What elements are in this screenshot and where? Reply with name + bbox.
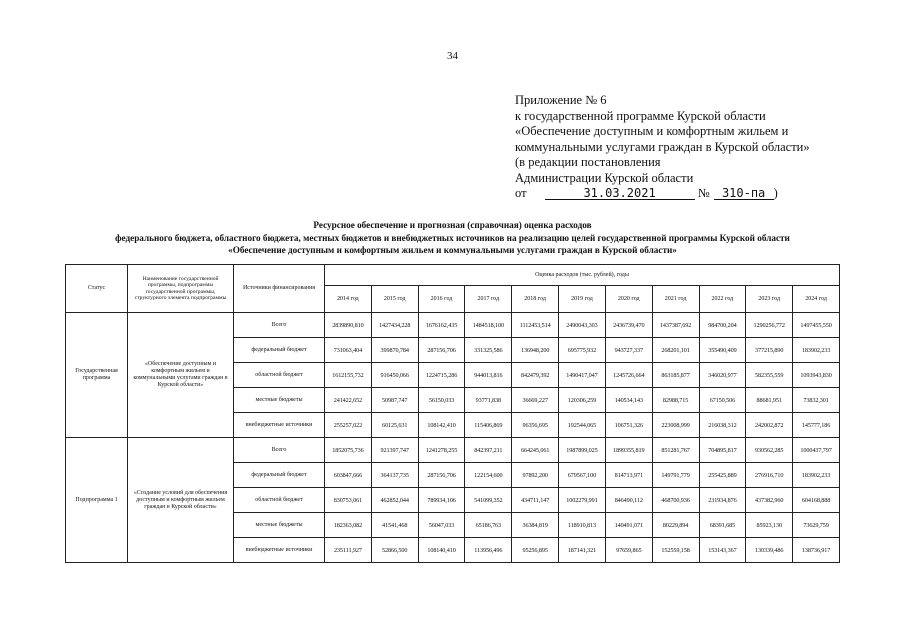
amount-cell: 97659,865 <box>605 538 652 563</box>
amount-cell: 187141,321 <box>559 538 606 563</box>
amount-cell: 846490,112 <box>605 488 652 513</box>
amount-cell: 149791,779 <box>652 463 699 488</box>
title-line: Ресурсное обеспечение и прогнозная (справочная) оценка расходов <box>313 220 592 230</box>
amount-cell: 65186,763 <box>465 513 512 538</box>
amount-cell: 437382,960 <box>746 488 793 513</box>
appendix-line: Администрации Курской области <box>515 170 694 185</box>
amount-cell: 604168,888 <box>793 488 840 513</box>
budget-table-body <box>66 313 840 563</box>
amount-cell: 118910,813 <box>559 513 606 538</box>
amount-cell: 96356,695 <box>512 413 559 438</box>
amount-cell: 1497455,550 <box>793 313 840 338</box>
amount-cell: 1241278,255 <box>418 438 465 463</box>
amount-cell: 346020,977 <box>699 363 746 388</box>
page-number: 34 <box>447 50 458 62</box>
amount-cell: 364137,735 <box>371 463 418 488</box>
date-prefix: от <box>515 186 527 200</box>
amount-cell: 1676162,435 <box>418 313 465 338</box>
status-cell: Подпрограмма 1 <box>66 438 128 563</box>
amount-cell: 97892,200 <box>512 463 559 488</box>
amount-cell: 50987,747 <box>371 388 418 413</box>
amount-cell: 1899355,819 <box>605 438 652 463</box>
amount-cell: 842397,211 <box>465 438 512 463</box>
header-year: 2024 год <box>793 286 840 313</box>
program-name-cell: «Создание условий для обеспечения доступным и комфортным жильем граждан в Курской области» <box>128 438 234 563</box>
header-year: 2022 год <box>699 286 746 313</box>
header-year: 2021 год <box>652 286 699 313</box>
amount-cell: 235111,927 <box>325 538 372 563</box>
status-cell: Государственная программа <box>66 313 128 438</box>
header-year: 2014 год <box>325 286 372 313</box>
appendix-block <box>515 93 895 202</box>
amount-cell: 1852075,736 <box>325 438 372 463</box>
amount-cell: 41541,468 <box>371 513 418 538</box>
header-year: 2023 год <box>746 286 793 313</box>
amount-cell: 704895,817 <box>699 438 746 463</box>
amount-cell: 1484518,100 <box>465 313 512 338</box>
closing-paren: ) <box>773 186 778 200</box>
amount-cell: 242002,872 <box>746 413 793 438</box>
amount-cell: 930562,285 <box>746 438 793 463</box>
amount-cell: 355490,409 <box>699 338 746 363</box>
amount-cell: 56047,033 <box>418 513 465 538</box>
decree-date-line <box>515 186 895 202</box>
amount-cell: 468700,936 <box>652 488 699 513</box>
amount-cell: 73629,759 <box>793 513 840 538</box>
funding-source-cell: федеральный бюджет <box>234 338 325 363</box>
amount-cell: 192544,065 <box>559 413 606 438</box>
amount-cell: 1093943,830 <box>793 363 840 388</box>
funding-source-cell: областной бюджет <box>234 488 325 513</box>
header-estimate: Оценка расходов (тыс. рублей), годы <box>325 265 840 286</box>
amount-cell: 140491,071 <box>605 513 652 538</box>
amount-cell: 182363,082 <box>325 513 372 538</box>
amount-cell: 1987899,025 <box>559 438 606 463</box>
funding-source-cell: Всего <box>234 438 325 463</box>
amount-cell: 814713,971 <box>605 463 652 488</box>
amount-cell: 223008,999 <box>652 413 699 438</box>
amount-cell: 60125,631 <box>371 413 418 438</box>
amount-cell: 88681,951 <box>746 388 793 413</box>
amount-cell: 2436739,470 <box>605 313 652 338</box>
amount-cell: 1290256,772 <box>746 313 793 338</box>
amount-cell: 93771,838 <box>465 388 512 413</box>
amount-cell: 2490043,303 <box>559 313 606 338</box>
amount-cell: 1245726,664 <box>605 363 652 388</box>
amount-cell: 679567,100 <box>559 463 606 488</box>
appendix-line: коммунальными услугами граждан в Курской области» <box>515 139 810 154</box>
amount-cell: 921397,747 <box>371 438 418 463</box>
amount-cell: 183902,233 <box>793 463 840 488</box>
amount-cell: 1427434,228 <box>371 313 418 338</box>
decree-number: 310-па <box>714 187 774 200</box>
amount-cell: 1002279,991 <box>559 488 606 513</box>
amount-cell: 287156,706 <box>418 463 465 488</box>
amount-cell: 108140,410 <box>418 538 465 563</box>
amount-cell: 255425,889 <box>699 463 746 488</box>
amount-cell: 241422,652 <box>325 388 372 413</box>
amount-cell: 916450,066 <box>371 363 418 388</box>
amount-cell: 67150,506 <box>699 388 746 413</box>
table-row <box>66 313 840 338</box>
amount-cell: 1612155,732 <box>325 363 372 388</box>
amount-cell: 138736,917 <box>793 538 840 563</box>
amount-cell: 984700,204 <box>699 313 746 338</box>
decree-date: 31.03.2021 <box>545 187 695 200</box>
amount-cell: 115406,869 <box>465 413 512 438</box>
header-year: 2015 год <box>371 286 418 313</box>
amount-cell: 120306,259 <box>559 388 606 413</box>
header-year: 2016 год <box>418 286 465 313</box>
amount-cell: 1112453,514 <box>512 313 559 338</box>
amount-cell: 145777,186 <box>793 413 840 438</box>
amount-cell: 731063,404 <box>325 338 372 363</box>
amount-cell: 136948,200 <box>512 338 559 363</box>
number-prefix: № <box>697 186 710 200</box>
amount-cell: 1000437,797 <box>793 438 840 463</box>
amount-cell: 331325,586 <box>465 338 512 363</box>
amount-cell: 85923,130 <box>746 513 793 538</box>
budget-table <box>65 264 840 563</box>
amount-cell: 695775,932 <box>559 338 606 363</box>
appendix-line: (в редакции постановления <box>515 155 661 169</box>
amount-cell: 399870,784 <box>371 338 418 363</box>
title-line: федерального бюджета, областного бюджета, местных бюджетов и внебюджетных источников на реализацию целей государственной программы Курской области <box>115 232 790 243</box>
amount-cell: 603847,666 <box>325 463 372 488</box>
amount-cell: 106751,326 <box>605 413 652 438</box>
header-year: 2020 год <box>605 286 652 313</box>
amount-cell: 541099,352 <box>465 488 512 513</box>
amount-cell: 216038,312 <box>699 413 746 438</box>
amount-cell: 276916,710 <box>746 463 793 488</box>
amount-cell: 122154,600 <box>465 463 512 488</box>
amount-cell: 82988,715 <box>652 388 699 413</box>
funding-source-cell: местные бюджеты <box>234 388 325 413</box>
appendix-line: к государственной программе Курской области <box>515 108 766 123</box>
amount-cell: 863185,877 <box>652 363 699 388</box>
amount-cell: 113956,496 <box>465 538 512 563</box>
table-row <box>66 438 840 463</box>
funding-source-cell: внебюджетные источники <box>234 413 325 438</box>
amount-cell: 140534,143 <box>605 388 652 413</box>
header-year: 2018 год <box>512 286 559 313</box>
funding-source-cell: местные бюджеты <box>234 513 325 538</box>
header-year: 2019 год <box>559 286 606 313</box>
amount-cell: 944013,816 <box>465 363 512 388</box>
header-source: Источники финансирования <box>234 265 325 313</box>
amount-cell: 830753,061 <box>325 488 372 513</box>
amount-cell: 851281,767 <box>652 438 699 463</box>
amount-cell: 36669,227 <box>512 388 559 413</box>
amount-cell: 1490417,047 <box>559 363 606 388</box>
amount-cell: 268201,101 <box>652 338 699 363</box>
amount-cell: 2839890,810 <box>325 313 372 338</box>
header-status: Статус <box>66 265 128 313</box>
funding-source-cell: внебюджетные источники <box>234 538 325 563</box>
amount-cell: 434711,147 <box>512 488 559 513</box>
amount-cell: 287156,706 <box>418 338 465 363</box>
amount-cell: 943727,337 <box>605 338 652 363</box>
funding-source-cell: областной бюджет <box>234 363 325 388</box>
amount-cell: 789934,106 <box>418 488 465 513</box>
amount-cell: 377215,890 <box>746 338 793 363</box>
amount-cell: 95256,895 <box>512 538 559 563</box>
funding-source-cell: федеральный бюджет <box>234 463 325 488</box>
amount-cell: 153143,367 <box>699 538 746 563</box>
amount-cell: 130339,486 <box>746 538 793 563</box>
header-name: Наименование государственной программы, подпрограммы государственной программы, структурного элемента подпрограммы <box>128 265 234 313</box>
amount-cell: 183902,233 <box>793 338 840 363</box>
amount-cell: 231934,876 <box>699 488 746 513</box>
amount-cell: 36384,819 <box>512 513 559 538</box>
title-line: «Обеспечение доступным и комфортным жильем и коммунальными услугами граждан в Курской области» <box>228 245 677 255</box>
amount-cell: 255257,022 <box>325 413 372 438</box>
amount-cell: 80229,894 <box>652 513 699 538</box>
document-title <box>0 219 905 257</box>
amount-cell: 462852,044 <box>371 488 418 513</box>
amount-cell: 664245,061 <box>512 438 559 463</box>
appendix-line: Приложение № 6 <box>515 93 607 107</box>
amount-cell: 52866,500 <box>371 538 418 563</box>
amount-cell: 68391,685 <box>699 513 746 538</box>
amount-cell: 582355,559 <box>746 363 793 388</box>
amount-cell: 108142,410 <box>418 413 465 438</box>
amount-cell: 842479,392 <box>512 363 559 388</box>
header-year: 2017 год <box>465 286 512 313</box>
amount-cell: 73832,301 <box>793 388 840 413</box>
amount-cell: 152559,158 <box>652 538 699 563</box>
amount-cell: 56150,033 <box>418 388 465 413</box>
appendix-line: «Обеспечение доступным и комфортным жильем и <box>515 124 789 138</box>
amount-cell: 1437387,692 <box>652 313 699 338</box>
program-name-cell: «Обеспечение доступным и комфортным жильем и коммунальными услугами граждан в Курской области» <box>128 313 234 438</box>
funding-source-cell: Всего <box>234 313 325 338</box>
amount-cell: 1224715,286 <box>418 363 465 388</box>
